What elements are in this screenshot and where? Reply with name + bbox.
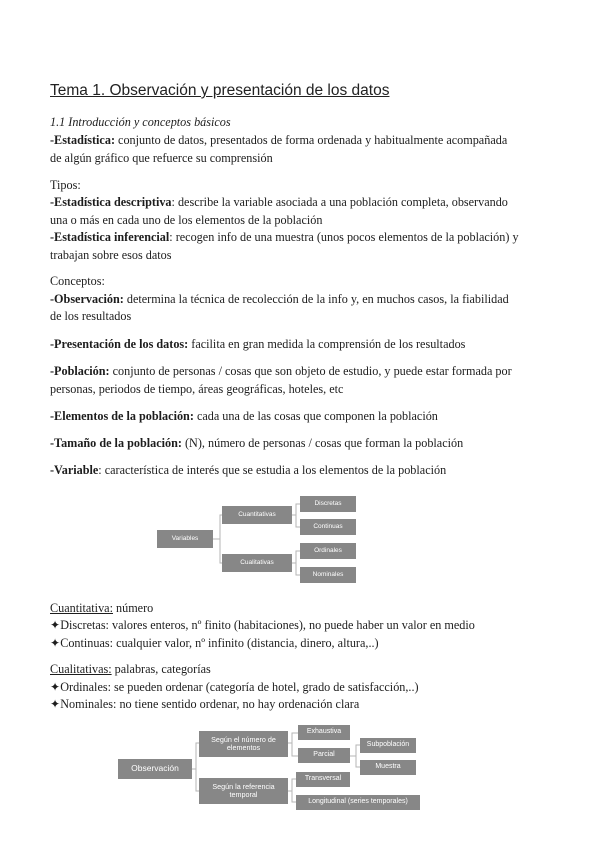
d2-node-observacion: Observación xyxy=(118,759,192,779)
observacion-term: -Observación: xyxy=(50,291,124,306)
d2-connector-root xyxy=(192,743,199,769)
d2-node-parcial: Parcial xyxy=(298,748,350,763)
cuantitativa-bullet-continuas: ✦Continuas: cualquier valor, nº infinito (distancia, dinero, altura,..) xyxy=(50,635,379,650)
tipos-label: Tipos: xyxy=(50,178,81,192)
d2-node-longitudinal: Longitudinal (series temporales) xyxy=(296,795,420,810)
elementos-def: cada una de las cosas que componen la población xyxy=(193,408,438,423)
observacion-def-2: de los resultados xyxy=(50,309,132,323)
cuantitativa-line xyxy=(50,600,560,618)
d1-connector-root xyxy=(213,515,222,539)
presentacion-term: -Presentación de los datos: xyxy=(50,337,189,351)
page-title: Tema 1. Observación y presentación de los datos xyxy=(50,82,390,99)
inferencial-def-2: trabajan sobre esos datos xyxy=(50,247,172,262)
d1-node-cuantitativas: Cuantitativas xyxy=(222,506,292,524)
inferencial-def-1: : recogen info de una muestra (unos pocos elementos de la población) y xyxy=(169,230,519,244)
poblacion-def-2: personas, periodos de tiempo, áreas geográficas, hoteles, etc xyxy=(50,381,344,396)
descriptiva-def-2: una o más en cada uno de los elementos de la población xyxy=(50,212,323,227)
d1-node-cualitativas: Cualitativas xyxy=(222,554,292,572)
d1-node-ordinales: Ordinales xyxy=(300,543,356,559)
d2-node-exhaustiva: Exhaustiva xyxy=(298,725,350,740)
conceptos-label: Conceptos: xyxy=(50,274,105,288)
cuantitativa-label: Cuantitativa: xyxy=(50,600,113,615)
estadistica-term: -Estadística: xyxy=(50,133,115,147)
d1-node-discretas: Discretas xyxy=(300,496,356,512)
d2-node-muestra: Muestra xyxy=(360,760,416,775)
d1-node-nominales: Nominales xyxy=(300,567,356,583)
d1-connector-cuali xyxy=(292,551,300,563)
tamano-term: -Tamaño de la población: xyxy=(50,435,182,450)
descriptiva-term: -Estadística descriptiva xyxy=(50,195,172,209)
cualitativas-rest: palabras, categorías xyxy=(111,662,211,676)
cualitativas-label: Cualitativas: xyxy=(50,662,112,676)
estadistica-def-2: de algún gráfico que refuerce su comprensión xyxy=(50,150,273,165)
cualitativas-bullet-nominales: ✦Nominales: no tiene sentido ordenar, no hay ordenación clara xyxy=(50,697,360,711)
cuantitativa-rest: número xyxy=(112,600,154,615)
d2-connector-numero xyxy=(288,733,298,743)
estadistica-def-1: conjunto de datos, presentados de forma ordenada y habitualmente acompañada xyxy=(115,133,508,147)
d1-node-continuas: Continuas xyxy=(300,519,356,535)
observacion-def-1: determina la técnica de recolección de la info y, en muchos casos, la fiabilidad xyxy=(123,291,509,306)
poblacion-term: -Población: xyxy=(50,364,110,378)
d2-connector-parcial xyxy=(350,745,360,756)
elementos-term: -Elementos de la población: xyxy=(50,408,194,423)
d1-node-variables: Variables xyxy=(157,530,213,548)
d2-node-segun-referencia: Según la referencia temporal xyxy=(199,778,288,804)
d2-connector-referencia xyxy=(288,779,296,791)
poblacion-def-1: conjunto de personas / cosas que son objeto de estudio, y puede estar formada por xyxy=(109,364,512,378)
d2-node-segun-numero: Según el número de elementos xyxy=(199,731,288,757)
presentacion-def: facilita en gran medida la comprensión de los resultados xyxy=(188,337,466,351)
d2-node-subpoblacion: Subpoblación xyxy=(360,738,416,753)
d1-connector-cuanti xyxy=(292,504,300,515)
variable-term: -Variable xyxy=(50,462,99,477)
cuantitativa-bullet-discretas: ✦Discretas: valores enteros, nº finito (habitaciones), no puede haber un valor en medio xyxy=(50,618,475,632)
inferencial-term: -Estadística inferencial xyxy=(50,230,170,244)
d2-node-transversal: Transversal xyxy=(296,772,350,787)
descriptiva-def-1: : describe la variable asociada a una población completa, observando xyxy=(171,195,508,209)
variable-def: : característica de interés que se estudia a los elementos de la población xyxy=(98,462,447,477)
cualitativas-bullet-ordinales: ✦Ordinales: se pueden ordenar (categoría de hotel, grado de satisfacción,..) xyxy=(50,679,419,694)
section-heading: 1.1 Introducción y conceptos básicos xyxy=(50,115,231,129)
cualitativas-line xyxy=(50,661,560,679)
tamano-def: (N), número de personas / cosas que forman la población xyxy=(181,435,464,450)
